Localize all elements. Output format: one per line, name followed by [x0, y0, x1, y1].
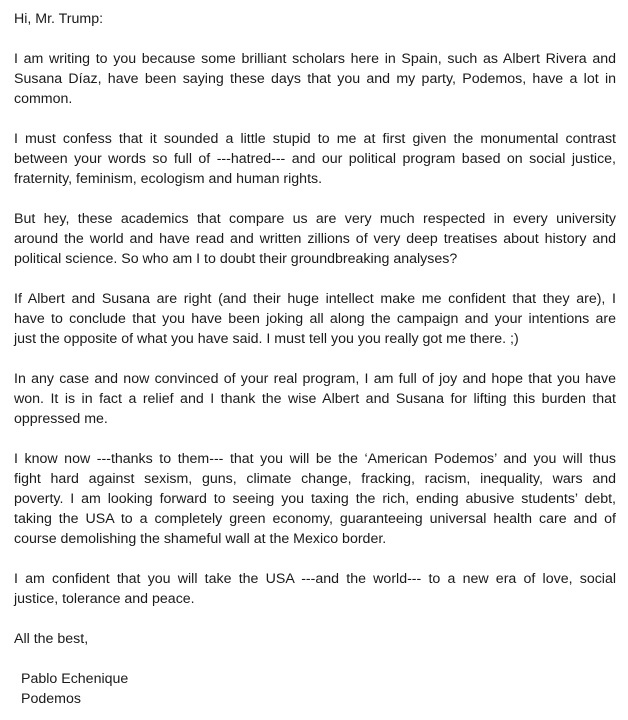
paragraph-line: just the opposite of what you have said. I must tell you you really got me there. ;)	[14, 331, 519, 347]
paragraph-line: justice, tolerance and peace.	[14, 591, 195, 607]
paragraph-line: Susana Díaz, have been saying these days that you and my party, Podemos, have a lot in	[14, 71, 616, 87]
signature-name: Pablo Echenique	[21, 671, 129, 687]
paragraph-gap	[14, 109, 616, 129]
paragraph-line: If Albert and Susana are right (and their huge intellect make me confident that they are), I	[14, 291, 616, 307]
paragraph-line: In any case and now convinced of your real program, I am full of joy and hope that you have	[14, 371, 616, 387]
paragraph-line: I know now ---thanks to them--- that you will be the ‘American Podemos’ and you will thus	[14, 451, 616, 467]
paragraph-gap	[14, 269, 616, 289]
paragraph-gap	[14, 649, 616, 669]
paragraph-line: I am confident that you will take the USA ---and the world--- to a new era of love, social	[14, 571, 616, 587]
paragraph-gap	[14, 549, 616, 569]
paragraph-gap	[14, 29, 616, 49]
paragraph-line: poverty. I am looking forward to seeing you taxing the rich, ending abusive students’ debt,	[14, 491, 616, 507]
paragraph-5	[14, 369, 616, 429]
paragraph-line: course demolishing the shameful wall at the Mexico border.	[14, 531, 387, 547]
paragraph-line: fraternity, feminism, ecologism and human rights.	[14, 171, 323, 187]
paragraph-2	[14, 129, 616, 189]
paragraph-line: have to conclude that you have been joking all along the campaign and your intentions are	[14, 311, 616, 327]
signature	[14, 669, 616, 709]
paragraph-line: between your words so full of ---hatred--- and our political program based on social justice,	[14, 151, 616, 167]
paragraph-gap	[14, 189, 616, 209]
paragraph-line: oppressed me.	[14, 411, 108, 427]
paragraph-3	[14, 209, 616, 269]
signature-organization: Podemos	[21, 691, 81, 707]
closing: All the best,	[14, 631, 89, 647]
paragraph-line: fight hard against sexism, guns, climate change, fracking, racism, inequality, wars and	[14, 471, 616, 487]
paragraph-line: taking the USA to a completely green economy, guaranteeing universal health care and of	[14, 511, 616, 527]
paragraph-6	[14, 449, 616, 549]
paragraph-line: I am writing to you because some brilliant scholars here in Spain, such as Albert Rivera and	[14, 51, 616, 67]
paragraph-line: But hey, these academics that compare us are very much respected in every university	[14, 211, 616, 227]
paragraph-7	[14, 569, 616, 609]
letter	[14, 9, 616, 709]
paragraph-1	[14, 49, 616, 109]
paragraph-gap	[14, 609, 616, 629]
paragraph-line: I must confess that it sounded a little stupid to me at first given the monumental contrast	[14, 131, 616, 147]
paragraph-line: common.	[14, 91, 73, 107]
paragraph-4	[14, 289, 616, 349]
paragraph-gap	[14, 349, 616, 369]
paragraph-gap	[14, 429, 616, 449]
greeting: Hi, Mr. Trump:	[14, 11, 104, 27]
paragraph-line: won. It is in fact a relief and I thank the wise Albert and Susana for lifting this burden that	[14, 391, 616, 407]
paragraph-line: political science. So who am I to doubt their groundbreaking analyses?	[14, 251, 458, 267]
paragraph-line: around the world and have read and written zillions of very deep treatises about history and	[14, 231, 616, 247]
